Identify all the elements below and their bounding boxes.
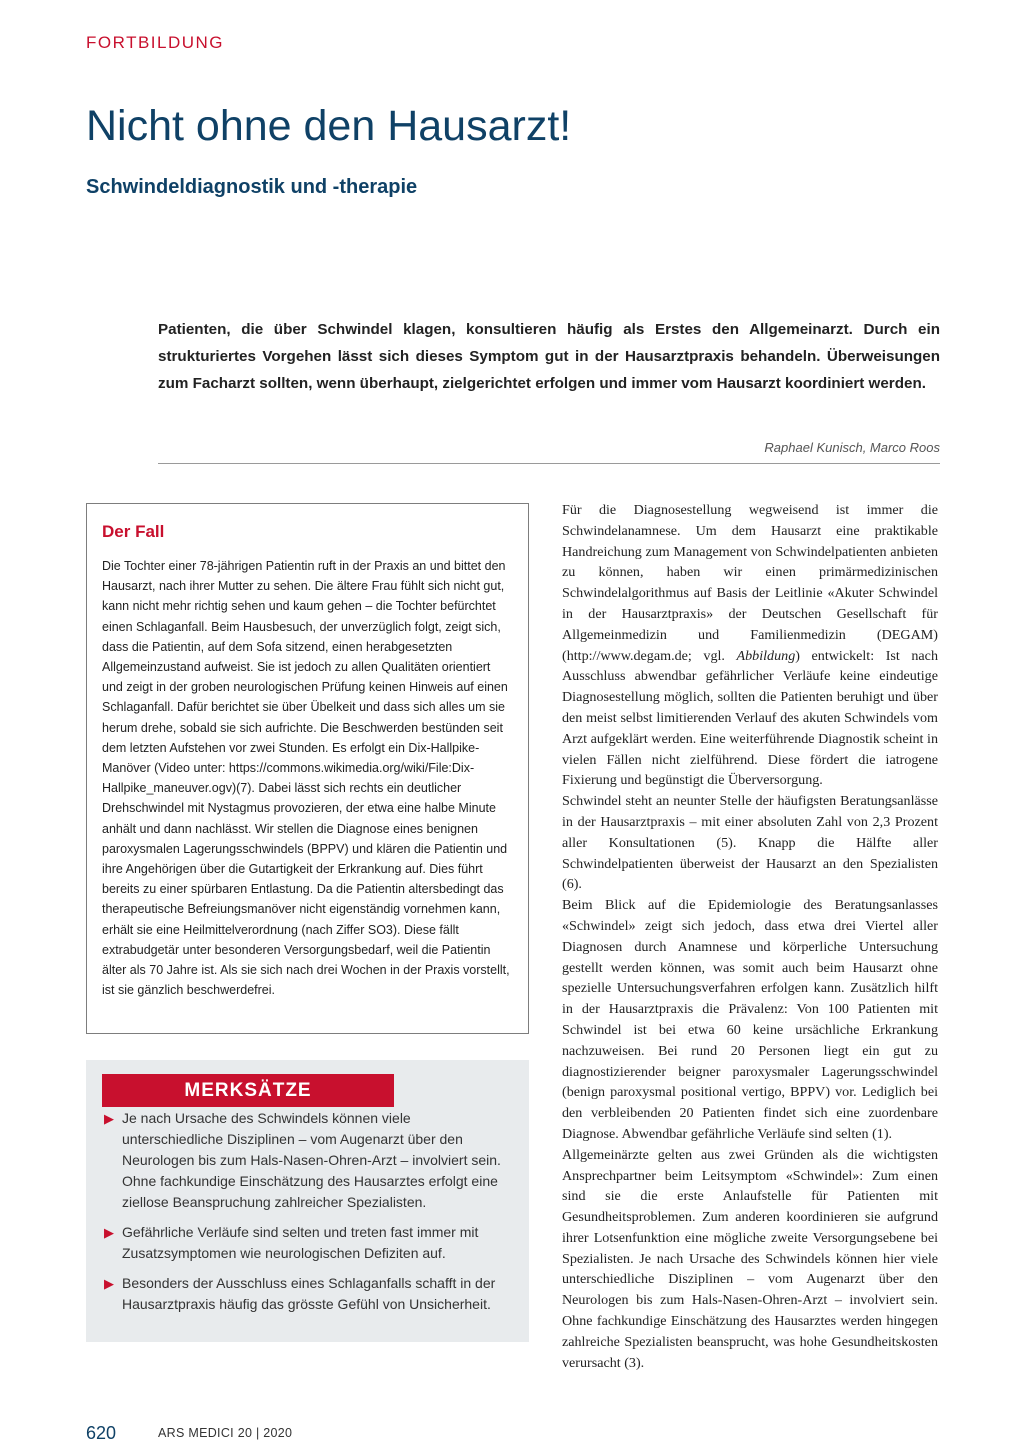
triangle-bullet-icon: ▶	[104, 1111, 114, 1126]
merksaetze-box	[86, 1060, 529, 1342]
lead-paragraph: Patienten, die über Schwindel klagen, konsultieren häufig als Erstes den Allgemeinarzt. Durch ein strukturiertes Vorgehen lässt sich dieses Symptom gut in der Hausarztpraxis behandeln. Überweisungen zum Facharzt sollten, wenn überhaupt, zielgerichtet erfolgen und immer vom Hausarzt koordiniert werden.	[158, 321, 940, 392]
merksatz-item	[104, 1273, 515, 1315]
case-box-text: Die Tochter einer 78-jährigen Patientin ruft in der Praxis an und bittet den Hausarzt, nach ihrer Mutter zu sehen. Die ältere Frau fühlt sich nicht gut, kann nicht mehr richtig sehen und kaum gehen – die Tochter befürchtet einen Schlaganfall. Beim Hausbesuch, der unverzüglich folgt, zeigt sich, dass die Patientin, auf dem Sofa sitzend, einen herabgesetzten Allgemeinzustand aufweist. Sie ist jedoch zu allen Qualitäten orientiert und zeigt in der groben neurologischen Prüfung keinen Hinweis auf einen Schlaganfall. Dafür berichtet sie über Übelkeit und dass sich alles um sie herum drehe, sobald sie sich aufrichte. Die Beschwerden bestünden seit dem letzten Aufstehen vor zwei Stunden. Es erfolgt ein Dix-Hallpike-Manöver (Video unter: https://commons.wikimedia.org/wiki/File:Dix-Hallpike_maneuver.ogv)(7). Dabei lässt sich rechts ein deutlicher Drehschwindel mit Nystagmus provozieren, der etwa eine halbe Minute anhält und dann nachlässt. Wir stellen die Diagnose eines benignen paroxysmalen Lagerungsschwindels (BPPV) und klären die Patientin und ihre Angehörigen über die Gutartigkeit der Erkrankung auf. Dies führt bereits zu einer spürbaren Entlastung. Da die Patientin altersbedingt das therapeutische Befreiungsmanöver nicht eigenständig vornehmen kann, erhält sie eine Heilmittelverordnung (nach Ziffer SO3). Diese fällt extrabudgetär unter besonderen Versorgungsbedarf, weil die Patientin älter als 70 Jahre ist. Als sie sich nach drei Wochen in der Praxis vorstellt, ist sie gänzlich beschwerdefrei.	[102, 559, 510, 998]
triangle-bullet-icon: ▶	[104, 1225, 114, 1240]
body-paragraph: Beim Blick auf die Epidemiologie des Beratungsanlasses «Schwindel» zeigt sich jedoch, dass etwa drei Viertel aller Diagnosen durch Anamnese und körperliche Untersuchung gestellt werden können, was somit auch beim Hausarzt ohne spezielle Untersuchungsverfahren erfolgen kann. Zusätzlich hilft in der Hausarztpraxis die Prävalenz: Von 100 Patienten mit Schwindel ist bei etwa 60 keine ursächliche Erkrankung nachzuweisen. Bei rund 20 Personen liegt ein gut zu diagnostizierender beigner paroxysmaler Lagerungsschwindel (benign paroxysmal positional vertigo, BPPV) vor. Lediglich bei den verbleibenden 20 Patienten findet sich eine zuordenbare Diagnose. Abwendbar gefährliche Verläufe sind selten (1).	[562, 897, 938, 1142]
article-subtitle: Schwindeldiagnostik und -therapie	[86, 176, 418, 198]
page-number: 620	[86, 1423, 117, 1443]
figure-reference: Abbildung	[736, 647, 796, 664]
divider-rule	[158, 463, 940, 464]
authors: Raphael Kunisch, Marco Roos	[764, 440, 940, 455]
body-paragraph: Allgemeinärzte gelten aus zwei Gründen als die wichtigsten Ansprechpartner beim Leitsymptom «Schwindel»: Zum einen sind sie die erste Anlaufstelle für Patienten mit Gesundheitsproblemen. Zum anderen koordinieren sie aufgrund ihrer Lotsenfunktion eine mögliche zweite Versorgungsebene bei Spezialisten. Je nach Ursache des Schwindels können hier viele unterschiedliche Disziplinen – vom Augenarzt über den Neurologen bis zum Hals-Nasen-Ohren-Arzt – involviert sein. Ohne fachkundige Einschätzung des Hausarztes werden hingegen zahlreiche Spezialisten beansprucht, was hohe Gesundheitskosten verursacht (3).	[562, 1146, 938, 1371]
journal-info: ARS MEDICI 20 | 2020	[158, 1426, 293, 1440]
case-box-title: Der Fall	[102, 522, 165, 541]
merksaetze-label: MERKSÄTZE	[102, 1074, 394, 1107]
merksaetze-list	[104, 1108, 515, 1315]
merksatz-item	[104, 1108, 515, 1213]
body-column	[562, 500, 938, 1373]
body-text: ) entwickelt: Ist nach Ausschluss abwendbar gefährlicher Verläufe keine eindeutige Diagnosestellung möglich, sollten die Patienten beruhigt und über den meist selbst limitierenden Verlauf des akuten Schwindels vom Arzt aufgeklärt werden. Eine weiterführende Diagnostik scheint in vielen Fällen nicht zielführend. Diese fördert die iatrogene Fixierung und begünstigt die Überversorgung.	[562, 647, 938, 789]
triangle-bullet-icon: ▶	[104, 1276, 114, 1291]
body-paragraph: Schwindel steht an neunter Stelle der häufigsten Beratungsanlässe in der Hausarztpraxis – mit einer absoluten Zahl von 2,3 Prozent aller Konsultationen (5). Knapp die Hälfte aller Schwindelpatienten überweist der Hausarzt an den Spezialisten (6).	[562, 793, 938, 893]
case-box	[86, 503, 529, 1034]
body-text: Für die Diagnosestellung wegweisend ist immer die Schwindelanamnese. Um dem Hausarzt eine praktikable Handreichung zum Management von Schwindelpatienten anbieten zu können, haben wir einen primärmedizinischen Schwindelalgorithmus auf Basis der Leitlinie «Akuter Schwindel in der Hausarztpraxis» der Deutschen Gesellschaft für Allgemeinmedizin und Familienmedizin (DEGAM) (http://www.degam.de; vgl.	[562, 502, 938, 664]
merksatz-text: Je nach Ursache des Schwindels können viele unterschiedliche Disziplinen – vom Augenarzt über den Neurologen bis zum Hals-Nasen-Ohren-Arzt – involviert sein. Ohne fachkundige Einschätzung des Hausarztes erfolgt eine ziellose Beanspruchung zahlreicher Spezialisten.	[122, 1110, 501, 1210]
article-title: Nicht ohne den Hausarzt!	[86, 102, 572, 150]
merksatz-text: Besonders der Ausschluss eines Schlaganfalls schafft in der Hausarztpraxis häufig das grösste Gefühl von Unsicherheit.	[122, 1275, 496, 1312]
body-paragraph	[562, 500, 938, 791]
merksatz-item	[104, 1222, 515, 1264]
merksatz-text: Gefährliche Verläufe sind selten und treten fast immer mit Zusatzsymptomen wie neurologischen Defiziten auf.	[122, 1224, 479, 1261]
section-label: FORTBILDUNG	[86, 33, 225, 52]
